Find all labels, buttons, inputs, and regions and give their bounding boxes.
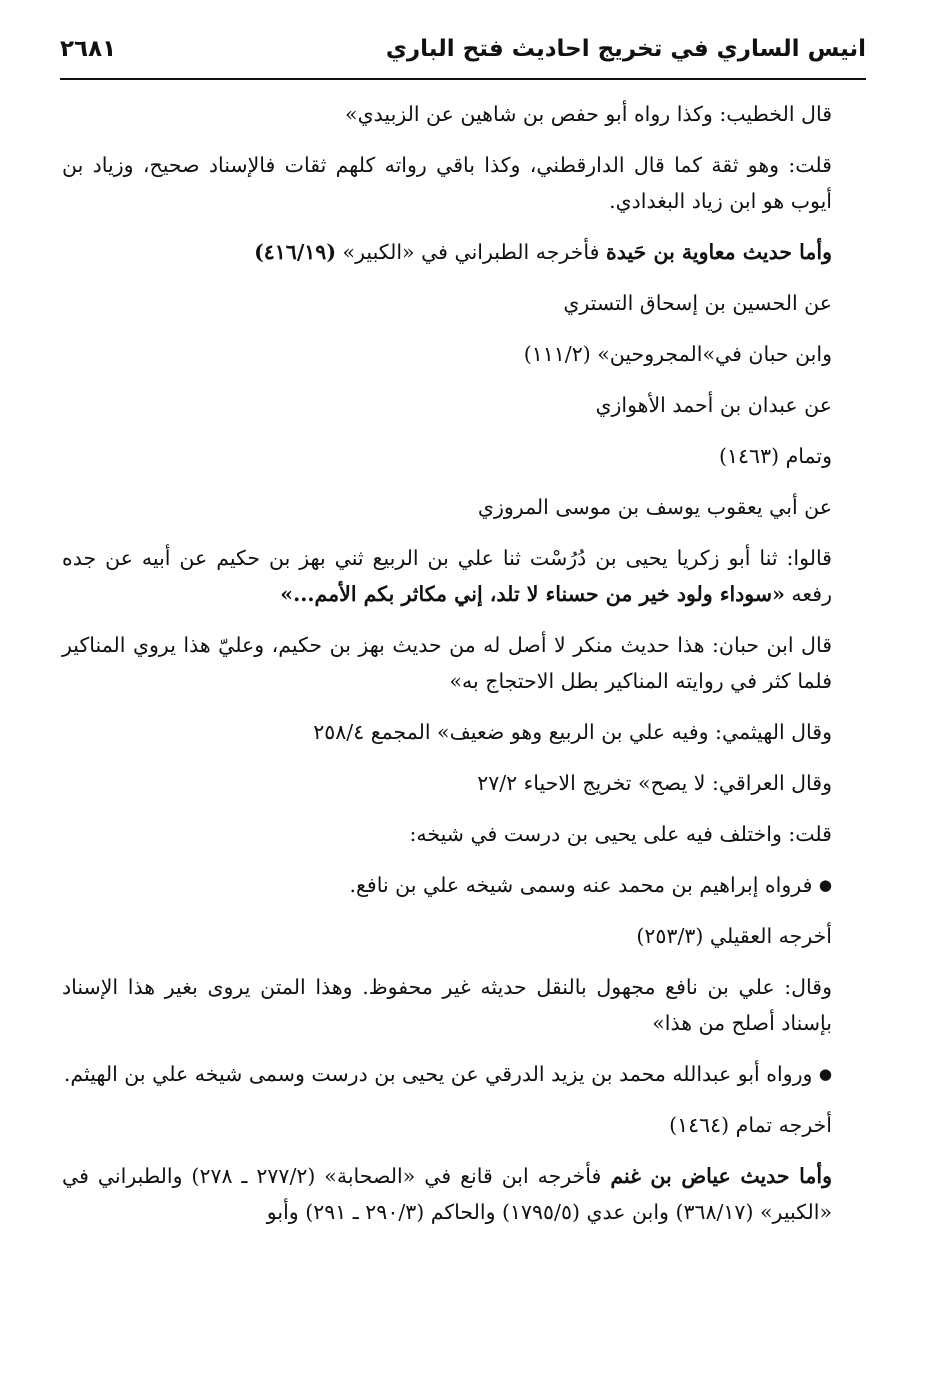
paragraph-bullet-ibrahim [62, 867, 868, 903]
paragraph-chain-text [62, 540, 868, 612]
paragraph-uqayli-comment: وقال: علي بن نافع مجهول بالنقل حديثه غير محفوظ. وهذا المتن يروى بغير هذا الإسناد بإسناد أصلح من هذا» [62, 975, 832, 1035]
paragraph-tammam-1463: وتمام (١٤٦٣) [719, 444, 832, 468]
hadith-matn: «سوداء ولود خير من حسناء لا تلد، إني مكاثر بكم الأمم...» [280, 582, 785, 606]
paragraph-tustari: عن الحسين بن إسحاق التستري [563, 291, 832, 315]
iyad-sources: فأخرجه ابن قانع في «الصحابة» (٢٧٧/٢ ـ ٢٧٨) والطبراني في «الكبير» (٣٦٨/١٧) وابن عدي (١٧٩٥/٥) والحاكم (٢٩٠/٣ ـ ٢٩١) وأبو [62, 1164, 832, 1224]
paragraph-muawiya-hadith [62, 234, 868, 270]
iyad-heading: وأما حديث عياض بن غنم [610, 1164, 833, 1188]
body-text [62, 96, 868, 1245]
paragraph-uqayli: أخرجه العقيلي (٢٥٣/٣) [636, 924, 832, 948]
paragraph-disagreement: قلت: واختلف فيه على يحيى بن درست في شيخه: [409, 822, 832, 846]
bullet-durqi-text: ورواه أبو عبدالله محمد بن يزيد الدرقي عن يحيى بن درست وسمى شيخه علي بن الهيثم. [63, 1062, 813, 1086]
running-header [60, 36, 866, 80]
paragraph-bullet-durqi [62, 1056, 868, 1092]
paragraph-ibn-hibban-verdict: قال ابن حبان: هذا حديث منكر لا أصل له من حديث بهز بن حكيم، وعليّ هذا يروي المناكير فلما كثر في روايته المناكير بطل الاحتجاج به» [62, 633, 832, 693]
bullet-ibrahim-text: فرواه إبراهيم بن محمد عنه وسمى شيخه علي بن نافع. [349, 873, 813, 897]
page-number: ٢٦٨١ [60, 36, 117, 62]
paragraph-abdan: عن عبدان بن أحمد الأهوازي [595, 393, 832, 417]
muawiya-heading: وأما حديث معاوية بن حَيدة [605, 240, 832, 264]
paragraph-marwazi: عن أبي يعقوب يوسف بن موسى المروزي [477, 495, 832, 519]
paragraph-tammam-1464: أخرجه تمام (١٤٦٤) [669, 1113, 832, 1137]
muawiya-ref: (٤١٦/١٩) [254, 240, 337, 264]
paragraph-iyad-hadith [62, 1158, 868, 1230]
paragraph-haythami: وقال الهيثمي: وفيه علي بن الربيع وهو ضعيف» المجمع ٢٥٨/٤ [313, 720, 832, 744]
paragraph-iraqi: وقال العراقي: لا يصح» تخريج الاحياء ٢٧/٢ [477, 771, 832, 795]
paragraph-comment-daraqutni: قلت: وهو ثقة كما قال الدارقطني، وكذا باقي رواته كلهم ثقات فالإسناد صحيح، وزياد بن أيوب هو ابن زياد البغدادي. [62, 153, 832, 213]
paragraph-khatib: قال الخطيب: وكذا رواه أبو حفص بن شاهين عن الزبيدي» [345, 102, 832, 126]
chain-narration: قالوا: ثنا أبو زكريا يحيى بن دُرُسْت ثنا علي بن الربيع ثني بهز بن حكيم عن أبيه عن جده رفعه [62, 546, 832, 606]
running-title: انيس الساري في تخريج احاديث فتح الباري [385, 36, 866, 62]
paragraph-ibn-hibban-majruhin: وابن حبان في»المجروحين» (١١١/٢) [523, 342, 832, 366]
bullet-icon: ● [818, 876, 832, 894]
bullet-icon: ● [818, 1065, 832, 1083]
muawiya-source: فأخرجه الطبراني في «الكبير» [336, 240, 606, 264]
